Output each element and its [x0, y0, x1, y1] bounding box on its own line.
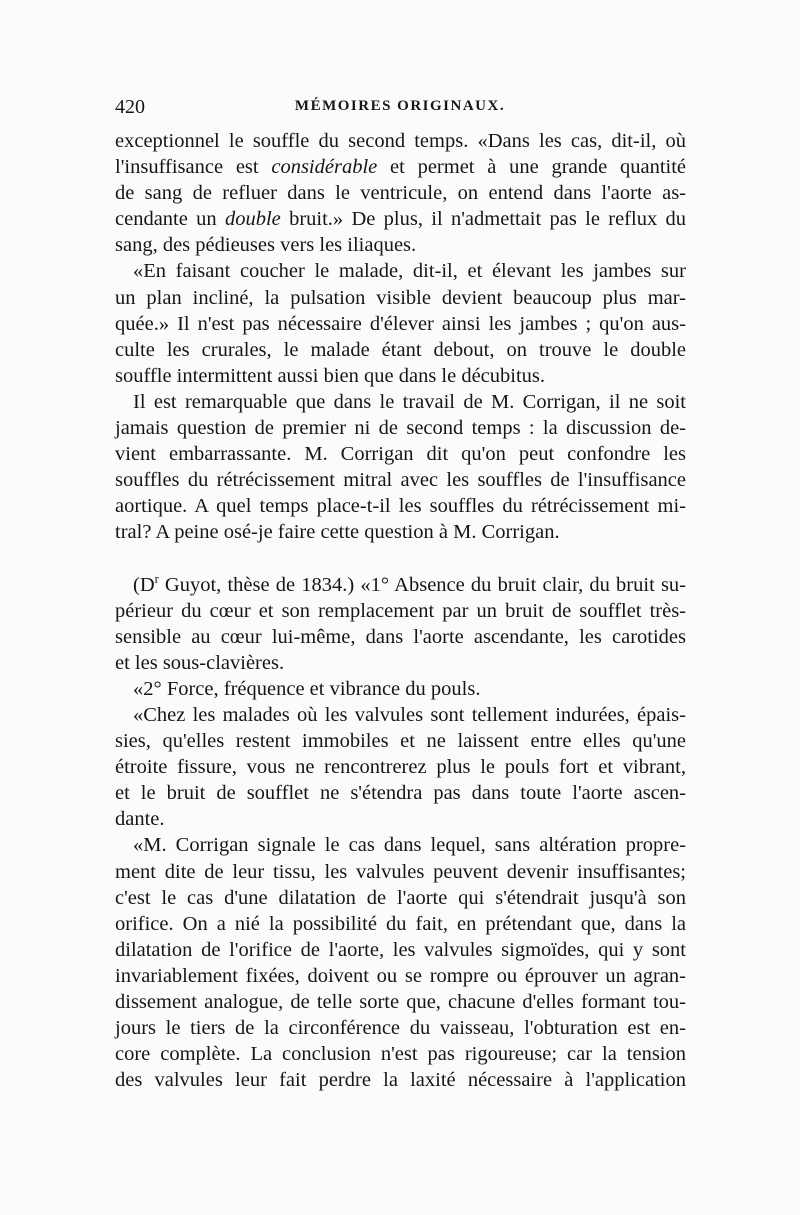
text-line: orifice. On a nié la possibilité du fait, en prétendant que, dans la	[115, 912, 686, 935]
text-line: dilatation de l'orifice de l'aorte, les valvules sigmoïdes, qui y sont	[115, 938, 686, 961]
text-line: core complète. La conclusion n'est pas rigoureuse; car la tension	[115, 1043, 686, 1066]
text-line: cendante un double bruit.» De plus, il n'admettait pas le reflux du	[115, 208, 686, 231]
text-line: de sang de refluer dans le ventricule, on entend dans l'aorte as-	[115, 182, 686, 205]
text-line: ment dite de leur tissu, les valvules peuvent devenir insuffisantes;	[115, 860, 686, 883]
text-line: l'insuffisance est considérable et permet à une grande quantité	[115, 156, 687, 179]
page-number: 420	[115, 96, 145, 118]
text-line: souffles du rétrécissement mitral avec les souffles de l'insuffisance	[115, 469, 686, 492]
text-line: périeur du cœur et son remplacement par un bruit de soufflet très-	[115, 599, 686, 622]
text-line: dissement analogue, de telle sorte que, chacune d'elles formant tou-	[115, 991, 686, 1013]
text-line: un plan incliné, la pulsation visible devient beaucoup plus mar-	[115, 286, 686, 309]
body-text	[115, 128, 686, 1093]
text-line: des valvules leur fait perdre la laxité nécessaire à l'application	[115, 1069, 686, 1092]
running-title: MÉMOIRES ORIGINAUX.	[294, 98, 506, 114]
text-line: «2° Force, fréquence et vibrance du pouls.	[133, 677, 481, 700]
text-line: c'est le cas d'une dilatation de l'aorte qui s'étendrait jusqu'à son	[115, 886, 686, 909]
text-line: sies, qu'elles restent immobiles et ne laissent entre elles qu'une	[115, 730, 686, 753]
text-line: vient embarrassante. M. Corrigan dit qu'on peut confondre les	[115, 443, 686, 466]
text-line: et les sous-clavières.	[115, 651, 285, 674]
text-line: aortique. A quel temps place-t-il les souffles du rétrécissement mi-	[115, 495, 686, 518]
paragraph-gap	[115, 546, 686, 572]
text-line: étroite fissure, vous ne rencontrerez plus le pouls fort et vibrant,	[115, 756, 686, 779]
text-line: jours le tiers de la circonférence du vaisseau, l'obturation est en-	[115, 1017, 686, 1040]
page-header	[115, 96, 685, 120]
text-line: exceptionnel le souffle du second temps. «Dans les cas, dit-il, où	[115, 130, 686, 152]
text-line: «En faisant coucher le malade, dit-il, et élevant les jambes sur	[133, 260, 686, 283]
text-line: invariablement fixées, doivent ou se rompre ou éprouver un agran-	[115, 964, 686, 987]
text-line: et le bruit de soufflet ne s'étendra pas dans toute l'aorte ascen-	[115, 782, 686, 805]
text-line: sang, des pédieuses vers les iliaques.	[115, 234, 417, 257]
text-line: tral? A peine osé-je faire cette question à M. Corrigan.	[115, 521, 560, 544]
text-line: souffle intermittent aussi bien que dans le décubitus.	[115, 364, 546, 387]
text-line: sensible au cœur lui-même, dans l'aorte ascendante, les carotides	[115, 625, 686, 648]
text-line: «M. Corrigan signale le cas dans lequel, sans altération propre-	[133, 834, 686, 857]
text-line: jamais question de premier ni de second temps : la discussion de-	[115, 417, 686, 440]
text-line: culte les crurales, le malade étant debout, on trouve le double	[115, 338, 686, 361]
text-line: «Chez les malades où les valvules sont tellement indurées, épais-	[133, 703, 686, 726]
text-line: quée.» Il n'est pas nécessaire d'élever ainsi les jambes ; qu'on aus-	[115, 312, 686, 335]
text-line: dante.	[115, 808, 165, 831]
text-line: Il est remarquable que dans le travail de M. Corrigan, il ne soit	[133, 390, 686, 413]
text-line: ($D^r$ Guyot, thèse de 1834.) «1° Absence du bruit clair, du bruit su-	[133, 571, 686, 596]
